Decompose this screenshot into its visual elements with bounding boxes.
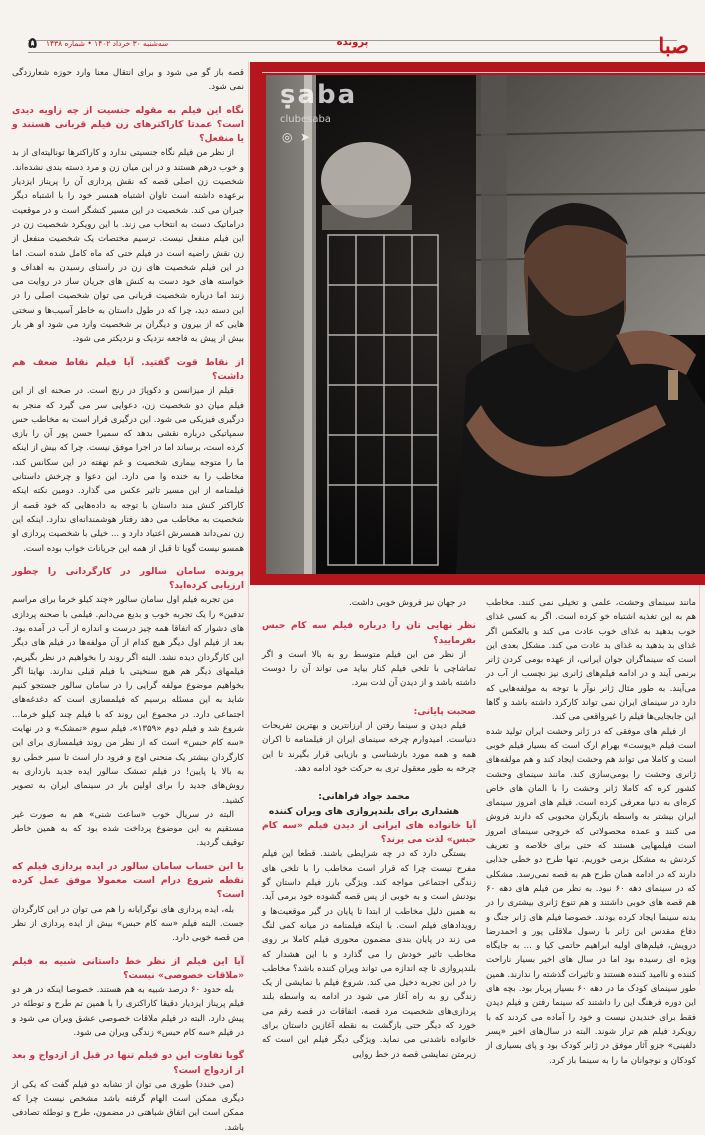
paragraph: بله حدود ۶۰ درصد شبیه به هم هستند. خصوصا اینکه در هر دو فیلم پریناز ایزدیار دقیقا کاراکتری را با همین تم طرح و توطئه در پیش دارد. البته در فیلم ملاقات خصوصی عشق ویران می شود و در فیلم «سه کام حبس» زندگی ویران می شود. — [12, 985, 244, 1038]
section-title: پرونده — [336, 37, 369, 48]
interview-question: گویا تفاوت این دو فیلم تنها در قبل از ازدواج و بعد از ازدواج است؟ — [12, 1050, 244, 1076]
interview-question: صحبت پایانی: — [413, 705, 476, 717]
paragraph: (می خندد) طوری می توان از تشابه دو فیلم گفت که یکی از دیگری ممکن است الهام گرفته باشد مشخص نیست چرا که ممکن است این اتفاق شباهتی در مضمون، طرح و توطئه تصادفی باشد. — [12, 1079, 244, 1133]
watermark-text: clubesaba — [280, 114, 331, 125]
paragraph: بله، ایده پردازی های نوگرایانه را هم می توان در این کارگردان جست. البته فیلم «سه کام حبس» بیش از ایده پردازی از نظر من قصه خوبی دارد. — [12, 904, 244, 944]
paragraph: از فیلم های موفقی که در ژانر وحشت ایران تولید شده است فیلم «پوست» بهرام ارک است که بسیار فیلم خوبی است و کاملا می تواند هم وحشت ایجاد کند و هم مولفه‌های ژانری وحشت را بومی‌سازی کند. مانند سینمای وحشت کشور کره که کاملا ژانر وحشت را با المان های خاص کره‌ای به دنیا معرفی کرده است. فیلم های امروز سینمای ایران بیشتر به واسطه بازیگران محبوبی که دارند فروش می کنند و عمده محصولاتی که خروجی سینمای امروز است فیلمهایی هستند که حتی برای خلاصه و تعریف کردنش به مشکل برمی خوریم. تنها طرح دو خطی جذابی دارند که در ادامه همان طرح هم به قصه نمی‌رسد. مشکلی که در سینمای دهه ۶۰ نبود. به نظر من فیلم های دهه ۶۰ هم قصه های خوبی داشتند و هم تنوع ژانری بیشتری را در بدنه سینما ایجاد کرده بودند. خصوصا فیلم های ژانر جنگ و دفاع مقدس این ژانر با رسول ملاقلی پور و احمدرضا درویش، فیلم‌های اولیه ابراهیم حاتمی کیا و ... به جایگاه ویژه ای رسیده بود اما در سال های اخیر بسیار ناراحت کننده و ناامید کننده هستند و تاثیرات گذشته را ندارند. همین طور سینمای کودک ما در دهه ۶۰ بسیار پربار بود. بچه های این دوره فرهنگ این را داشتند که سینما رفتن و فیلم دیدن فقط برای خندیدن نیست و خود را آماده می کردند که با رویکرد فیلم هم تراز شوند. البته در سال‌های اخیر «پسر دلفینی» جزو آثار موفق در ژانر کودک بود و پای بسیاری از کودکان و نوجوانان ما را به سینما باز کرد. — [486, 726, 697, 1066]
paragraph: در جهان نیز فروش خوبی داشت. — [349, 598, 466, 608]
paragraph: از نظر من فیلم نگاه جنسیتی ندارد و کاراکترها تونالیته‌ای از بد و خوب درهم هستند و در این میان زن و مرد دسته بندی نشده‌اند. شخصیت زن اصلی قصه که نقش پردازی آن را پریناز ایزدیار برعهده داشته است تاوان اشتباه همسر خود را با اشتباه دیگر جبران می کند. شخصیت در این مسیر کنشگر است و در موقعیت دراماتیک دست به انتخاب می زند. با این رویکرد شخصیت زن در این فیلم منفعل نیست. ترسیم مختصات یک شخصیت منفعل از زن نقش راضیه است در فیلم حتی که ماه کامل شده است. اما در این فیلم شخصیت های زن در راستای رسیدن به اهداف و خواسته های خود دست به کنش های جریان ساز در روایت می زنند اما درباره شخصیت قربانی می توان شخصیت اصلی را در این دسته دید، چرا که در طول داستان به خاطر آسیب‌ها و سختی هایی که از بیرون و دیگران بر شخصیت وارد می شود او هر بار بیش از پیش به فاجعه نزدیک و نزدیکتر می شود. — [12, 148, 244, 345]
article-photo — [266, 75, 705, 574]
right-article-column — [486, 596, 696, 1068]
interview-question: نظر نهایی تان را درباره فیلم سه کام حبس بفرمایید؟ — [262, 620, 476, 646]
paragraph: بستگی دارد که در چه شرایطی باشند. قطعا این فیلم مفرح نیست چرا که قرار است مخاطب را با تلخی های زندگی اجتماعی مواجه کند. ویژگی بارز فیلم داستان گو بودنش است و به خوبی از پس قصه گشوده خود برمی آید. به همین دلیل مخاطب از ابتدا تا پایان در گیر موقعیت‌ها و رویدادهای فیلم است. با اینکه فیلمنامه در میانه کمی لنگ می زند در پایان بندی مضمون محوری فیلم کاملا بر روی مخاطب تاثیر خودش را می گذارد و با این هشدار که بلندپروازی تا چه اندازه می تواند ویران کننده باشد؟ مخاطب را در این تجربه دخیل می کند. شروع فیلم با نمایشی از یک زندگی رو به راه آغاز می شود در ادامه به واسطه بلند پردازی‌های شخصیت مرد قصه، اتفاقات در قصه رقم می خورد که دیگر حتی بازگشت به نقطه آغازین داستان برای خانواده ناشدنی می نماید. ویژگی دیگر فیلم این است که زیرمتن نمایشی قصه در خط روایی — [262, 849, 476, 1060]
actor-photo-illustration — [266, 75, 705, 574]
telegram-icon: ➤ — [300, 130, 311, 144]
interview-question: از نقاط قوت گفتید. آیا فیلم نقاط ضعف هم داشت؟ — [12, 356, 244, 382]
left-article-column — [12, 66, 244, 1135]
frame-inner-line — [262, 72, 705, 73]
paragraph: من تجربه فیلم اول سامان سالور «چند کیلو خرما برای مراسم تدفین» را یک تجربه خوب و بدیع می‌دانم. فیلمی با صحنه پردازی های دشوار که اتفاقا همه چیز درست و اندازه از آب در آمده بود. بعد از فیلم اول دیگر هیچ کدام از آن مولفه‌ها در فیلم های دیگر این کارگردان دیده نشد. البته اگر روند را بخواهیم در نظر بگیریم، فیلمهای دیگر هم هیچ سنخیتی با فیلم قبلی ندارند. نهایتا اگر بخواهیم موضوع مولفه گرایی را در سامان سالور جستجو کنیم شاید به این مسئله برسیم که فیلمسازی است که دغدغه‌های اجتماعی دارد. در مجموع این روند که با فیلم چند کیلو خرما... شروع شد و فیلم دوم «۱۳۵۹»، فیلم سوم «تمشک» و در نهایت «سه کام حبس» است که از نظر من روند فیلمسازی برای این کارگردان بیشتر یک منحنی اوج و فرود دار است تا سیر خطی رو به بالا یا پایین! در فیلم تمشک سالور ایده جدید بارداری به روش‌های جدید را برای اولین بار در سینمای ایران به تصویر کشید. — [12, 595, 245, 806]
interview-question: آیا این فیلم از نظر خط داستانی شبیه به فیلم «ملاقات خصوصی» نیست؟ — [12, 955, 244, 981]
paragraph: البته در سریال خوب «ساعت شنی» هم به صورت غیر مستقیم به این موضوع پرداخت شده بود که به همین خاطر توقیف گردید. — [12, 809, 244, 849]
paragraph: مانند سینمای وحشت، علمی و تخیلی نمی کنند. مخاطب هم به این تغذیه اشتباه خو کرده است. اگر به کسی غذای خوب بدهید به غذای خوب عادت می کند و بالعکس اگر غذای بد بدهید به غذای بد عادت می کند. مشکل بعدی این است که سینماگران جوان ایرانی، از عهده بومی کردن ژانر برنمی آیند و در ادامه فیلم‌های ژانری نیز نچسب از آب در می‌آیند. به طور مثال ژانر نوآر با توجه به مولفه‌هایی که دارد در سینمای ایران نمی تواند کارکرد داشته باشد و گاها این جابجایی‌ها فیلم را غیرواقعی می کند. — [486, 598, 696, 723]
author-name: محمد جواد فراهانی: — [318, 791, 410, 803]
spacer — [262, 776, 476, 790]
instagram-icon: ◎ — [282, 130, 293, 144]
paragraph: فیلم از میزانسن و دکوپاژ در رنج است. در صحنه ای از این فیلم میان دو شخصیت زن، دعوایی سر می گیرد که منجر به درگیری فیزیکی می شود. این درگیری قرار است به مخاطب حس سمپاتیکی درباره نقشی بدهد که سمیرا حسن پور آن را بازی کرده است، برساند اما در اجرا موفق نیست. چرا که بیش از اینکه ما را متوجه بیماری شخصیت و غم نهفته در این سکانس کند، مخاطب را به خنده وا می دارد. این دعوا و چرخش داستانی فیلمنامه از این مسیر تاثیر عکس می گذارد. دومین نکته اینکه کاراکتر کنش مند داستان با توجه به داده‌هایی که خود قصه از شخصیت به مخاطب می دهد رفتار هوشمندانه‌ای ندارد. اینکه این زن نمی‌داند همسرش اعتیاد دارد و ... خیلی با شخصیت پردازی او همسو نیست گویا تا قبل از همه این جریانات خواب بوده است. — [12, 386, 244, 554]
paragraph: فیلم دیدن و سینما رفتن از ارزانترین و بهترین تفریحات دنیاست. امیدوارم چرخه سینمای ایران از فیلمنامه تا اکران همه و همه مورد بازشناسی و بازیابی قرار بگیرند تا این چرخه به طور معقول تری به حرکت خود ادامه دهد. — [262, 721, 476, 774]
interview-question: آیا خانواده های ایرانی از دیدن فیلم «سه کام حبس» لذت می برند؟ — [262, 819, 476, 846]
header-bottom-rule — [28, 52, 677, 53]
paragraph: از نظر من این فیلم متوسط رو به بالا است و اگر تماشاچی با تلخی فیلم کنار بیاید می تواند آن را دوست داشته باشد و از دیدن آن لذت ببرد. — [262, 649, 476, 689]
newspaper-logo: صبا — [658, 33, 689, 58]
interview-question: با این حساب سامان سالور در ایده پردازی فیلم که نقطه شروع درام است معمولا موفق عمل کرده است؟ — [12, 860, 244, 901]
middle-article-column — [262, 596, 476, 1062]
right-border-line — [699, 585, 700, 985]
interview-question: پرونده سامان سالور در کارگردانی را چطور ارزیابی کرده‌اید؟ — [12, 565, 244, 592]
interview-question: نگاه این فیلم به مقوله جنسیت از چه زاویه دیدی است؟ عمدتا کاراکترهای زن فیلم قربانی هستند و یا منفعل؟ — [12, 104, 244, 145]
issue-date: سه‌شنبه ۳۰ خرداد ۱۴۰۲ • شماره ۱۴۳۸ — [46, 39, 169, 48]
paragraph: قصه باز گو می شود و برای انتقال معنا وارد حوزه شعارزدگی نمی شود. — [12, 68, 244, 93]
watermark-logo: ṣaba — [280, 80, 358, 110]
section-subtitle: هشداری برای بلندپروازی های ویران کننده — [268, 805, 460, 817]
column-divider — [248, 62, 249, 942]
page-number: ۵ — [28, 34, 38, 52]
